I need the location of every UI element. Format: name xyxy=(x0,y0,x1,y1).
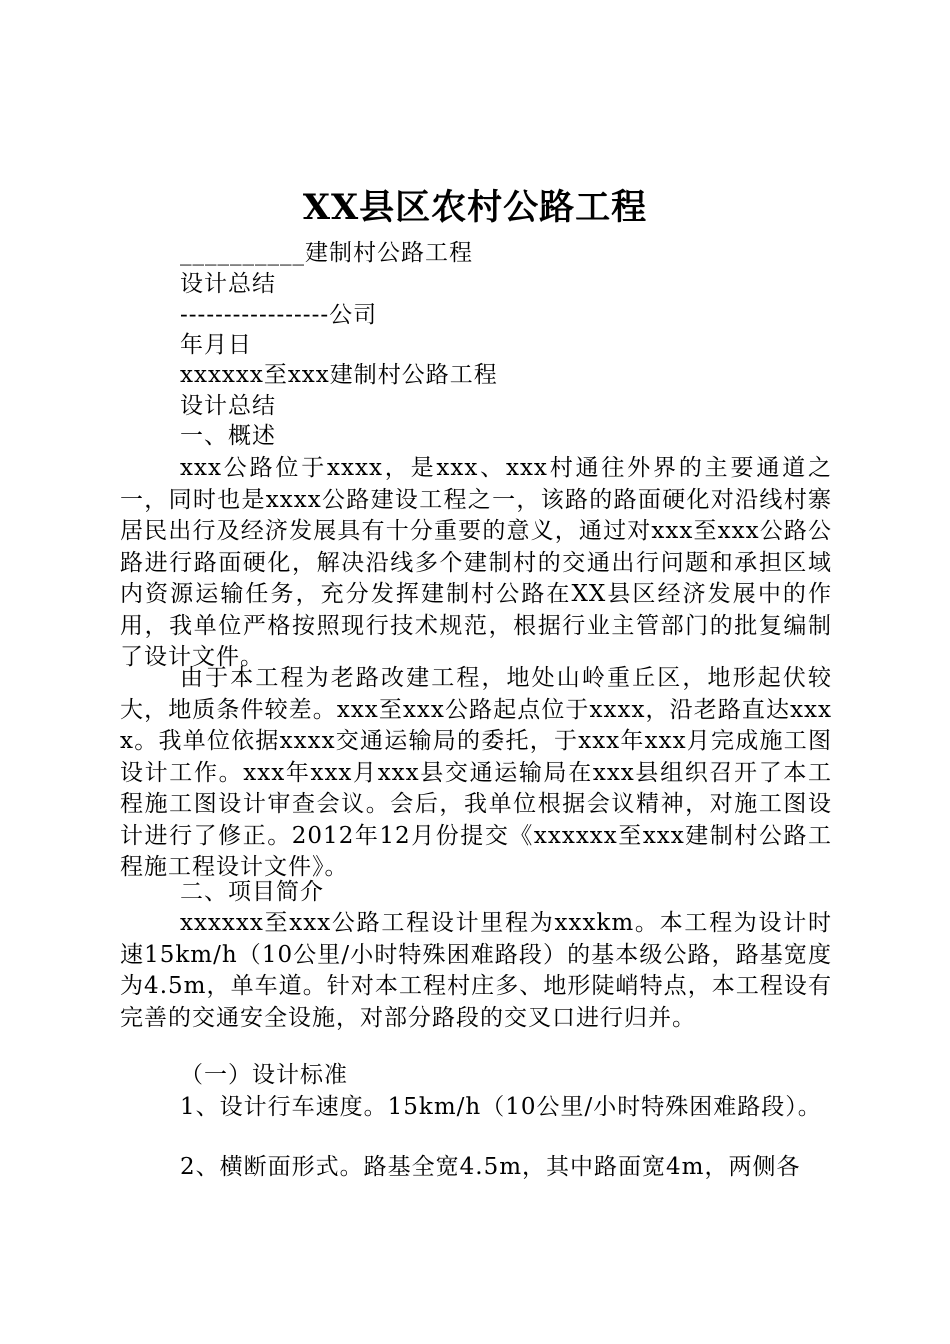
date-line: 年月日 xyxy=(180,332,252,358)
project-name-line: __________建制村公路工程 xyxy=(180,240,473,266)
section-heading-project: 二、项目简介 xyxy=(180,879,324,905)
section-heading-overview: 一、概述 xyxy=(180,423,276,449)
design-speed-item: 1、设计行车速度。15km/h（10公里/小时特殊困难路段）。 xyxy=(180,1094,822,1120)
overview-paragraph-1: xxx公路位于xxxx，是xxx、xxx村通往外界的主要通道之一，同时也是xxxx公路建设工程之一，该路的路面硬化对沿线村寨居民出行及经济发展具有十分重要的意义，通过对xxx至xxx公路公路进行路面硬化，解决沿线多个建制村的交通出行问题和承担区域内资源运输任务，充分发挥建制村公路在XX县区经济发展中的作用，我单位严格按照现行技术规范，根据行业主管部门的批复编制了设计文件。 xyxy=(120,455,832,670)
report-subtitle-line: 设计总结 xyxy=(180,393,276,419)
company-line: -----------------公司 xyxy=(180,302,378,328)
overview-paragraph-2: 由于本工程为老路改建工程，地处山岭重丘区，地形起伏较大，地质条件较差。xxx至xxx公路起点位于xxxx，沿老路直达xxxx。我单位依据xxxx交通运输局的委托，于xxx年xxx月完成施工图设计工作。xxx年xxx月xxx县交通运输局在xxx县组织召开了本工程施工图设计审查会议。会后，我单位根据会议精神，对施工图设计进行了修正。2012年12月份提交《xxxxxx至xxx建制村公路工程施工程设计文件》。 xyxy=(120,665,832,880)
document-title: XX县区农村公路工程 xyxy=(302,187,648,228)
project-paragraph-1: xxxxxx至xxx公路工程设计里程为xxxkm。本工程为设计时速15km/h（10公里/小时特殊困难路段）的基本级公路，路基宽度为4.5m，单车道。针对本工程村庄多、地形陡峭特点，本工程设有完善的交通安全设施，对部分路段的交叉口进行归并。 xyxy=(120,910,832,1031)
sub-heading-design-standard: （一）设计标准 xyxy=(180,1062,348,1088)
project-title-line: xxxxxx至xxx建制村公路工程 xyxy=(180,362,498,388)
cross-section-item: 2、横断面形式。路基全宽4.5m，其中路面宽4m，两侧各 xyxy=(180,1154,801,1180)
report-type-line: 设计总结 xyxy=(180,271,276,297)
